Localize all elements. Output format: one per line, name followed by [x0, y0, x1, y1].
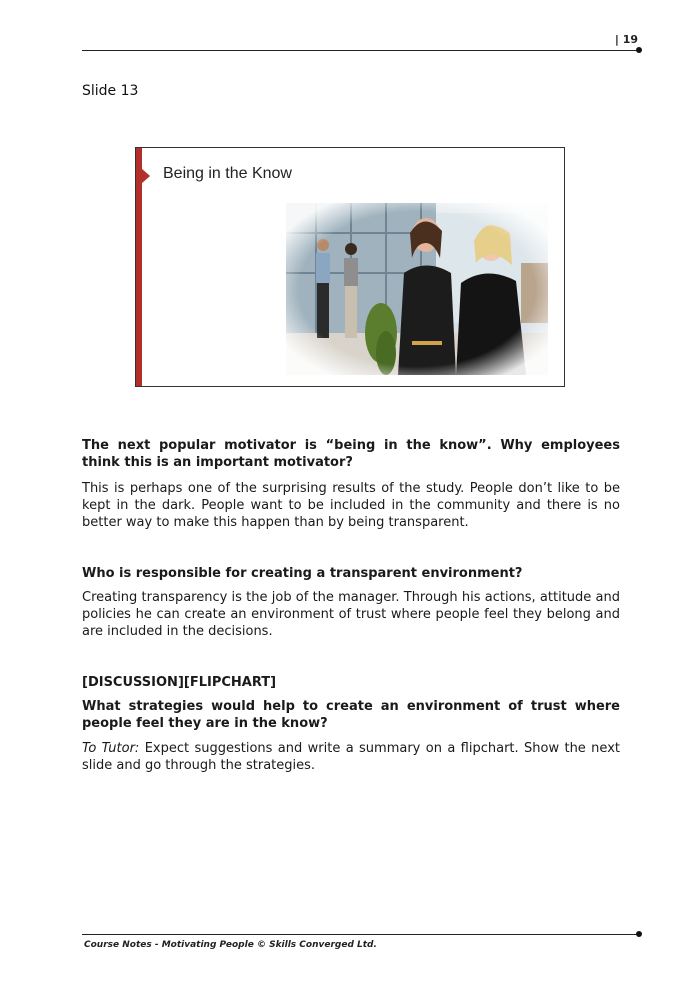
question-1-text: The next popular motivator is “being in the know”. Why employees think this is an important motivator? — [82, 438, 620, 470]
answer-1 — [82, 480, 620, 531]
slide-title: Being in the Know — [163, 165, 292, 182]
tutor-label: To Tutor: — [82, 741, 140, 756]
page-number: | 19 — [614, 33, 638, 46]
discussion-tag — [82, 674, 620, 691]
footer-rule-dot — [636, 931, 642, 937]
slide-label: Slide 13 — [82, 83, 139, 99]
answer-1-text: This is perhaps one of the surprising results of the study. People don’t like to be kept in the dark. People want to be included in the community and there is no better way to make this happen than by being transparent. — [82, 481, 620, 530]
tutor-note — [82, 740, 620, 774]
header-rule — [82, 50, 637, 51]
question-2-text: Who is responsible for creating a transparent environment? — [82, 566, 523, 581]
footer-text: Course Notes - Motivating People © Skills Converged Ltd. — [84, 940, 377, 950]
question-3 — [82, 698, 620, 732]
header-rule-dot — [636, 47, 642, 53]
question-2 — [82, 565, 620, 582]
question-3-text: What strategies would help to create an environment of trust where people feel they are in the know? — [82, 699, 620, 731]
discussion-tag-text: [DISCUSSION][FLIPCHART] — [82, 675, 277, 690]
tutor-note-paragraph — [82, 740, 620, 774]
question-1 — [82, 437, 620, 471]
tutor-text: Expect suggestions and write a summary on a flipchart. Show the next slide and go through the strategies. — [82, 741, 620, 773]
slide-thumbnail — [135, 147, 565, 387]
answer-2 — [82, 589, 620, 640]
answer-2-text: Creating transparency is the job of the manager. Through his actions, attitude and policies he can create an environment of trust where people feel they belong and are included in the decisions. — [82, 590, 620, 639]
footer-rule — [82, 934, 637, 935]
slide-photo — [286, 203, 548, 375]
slide-arrow-icon — [141, 168, 150, 184]
